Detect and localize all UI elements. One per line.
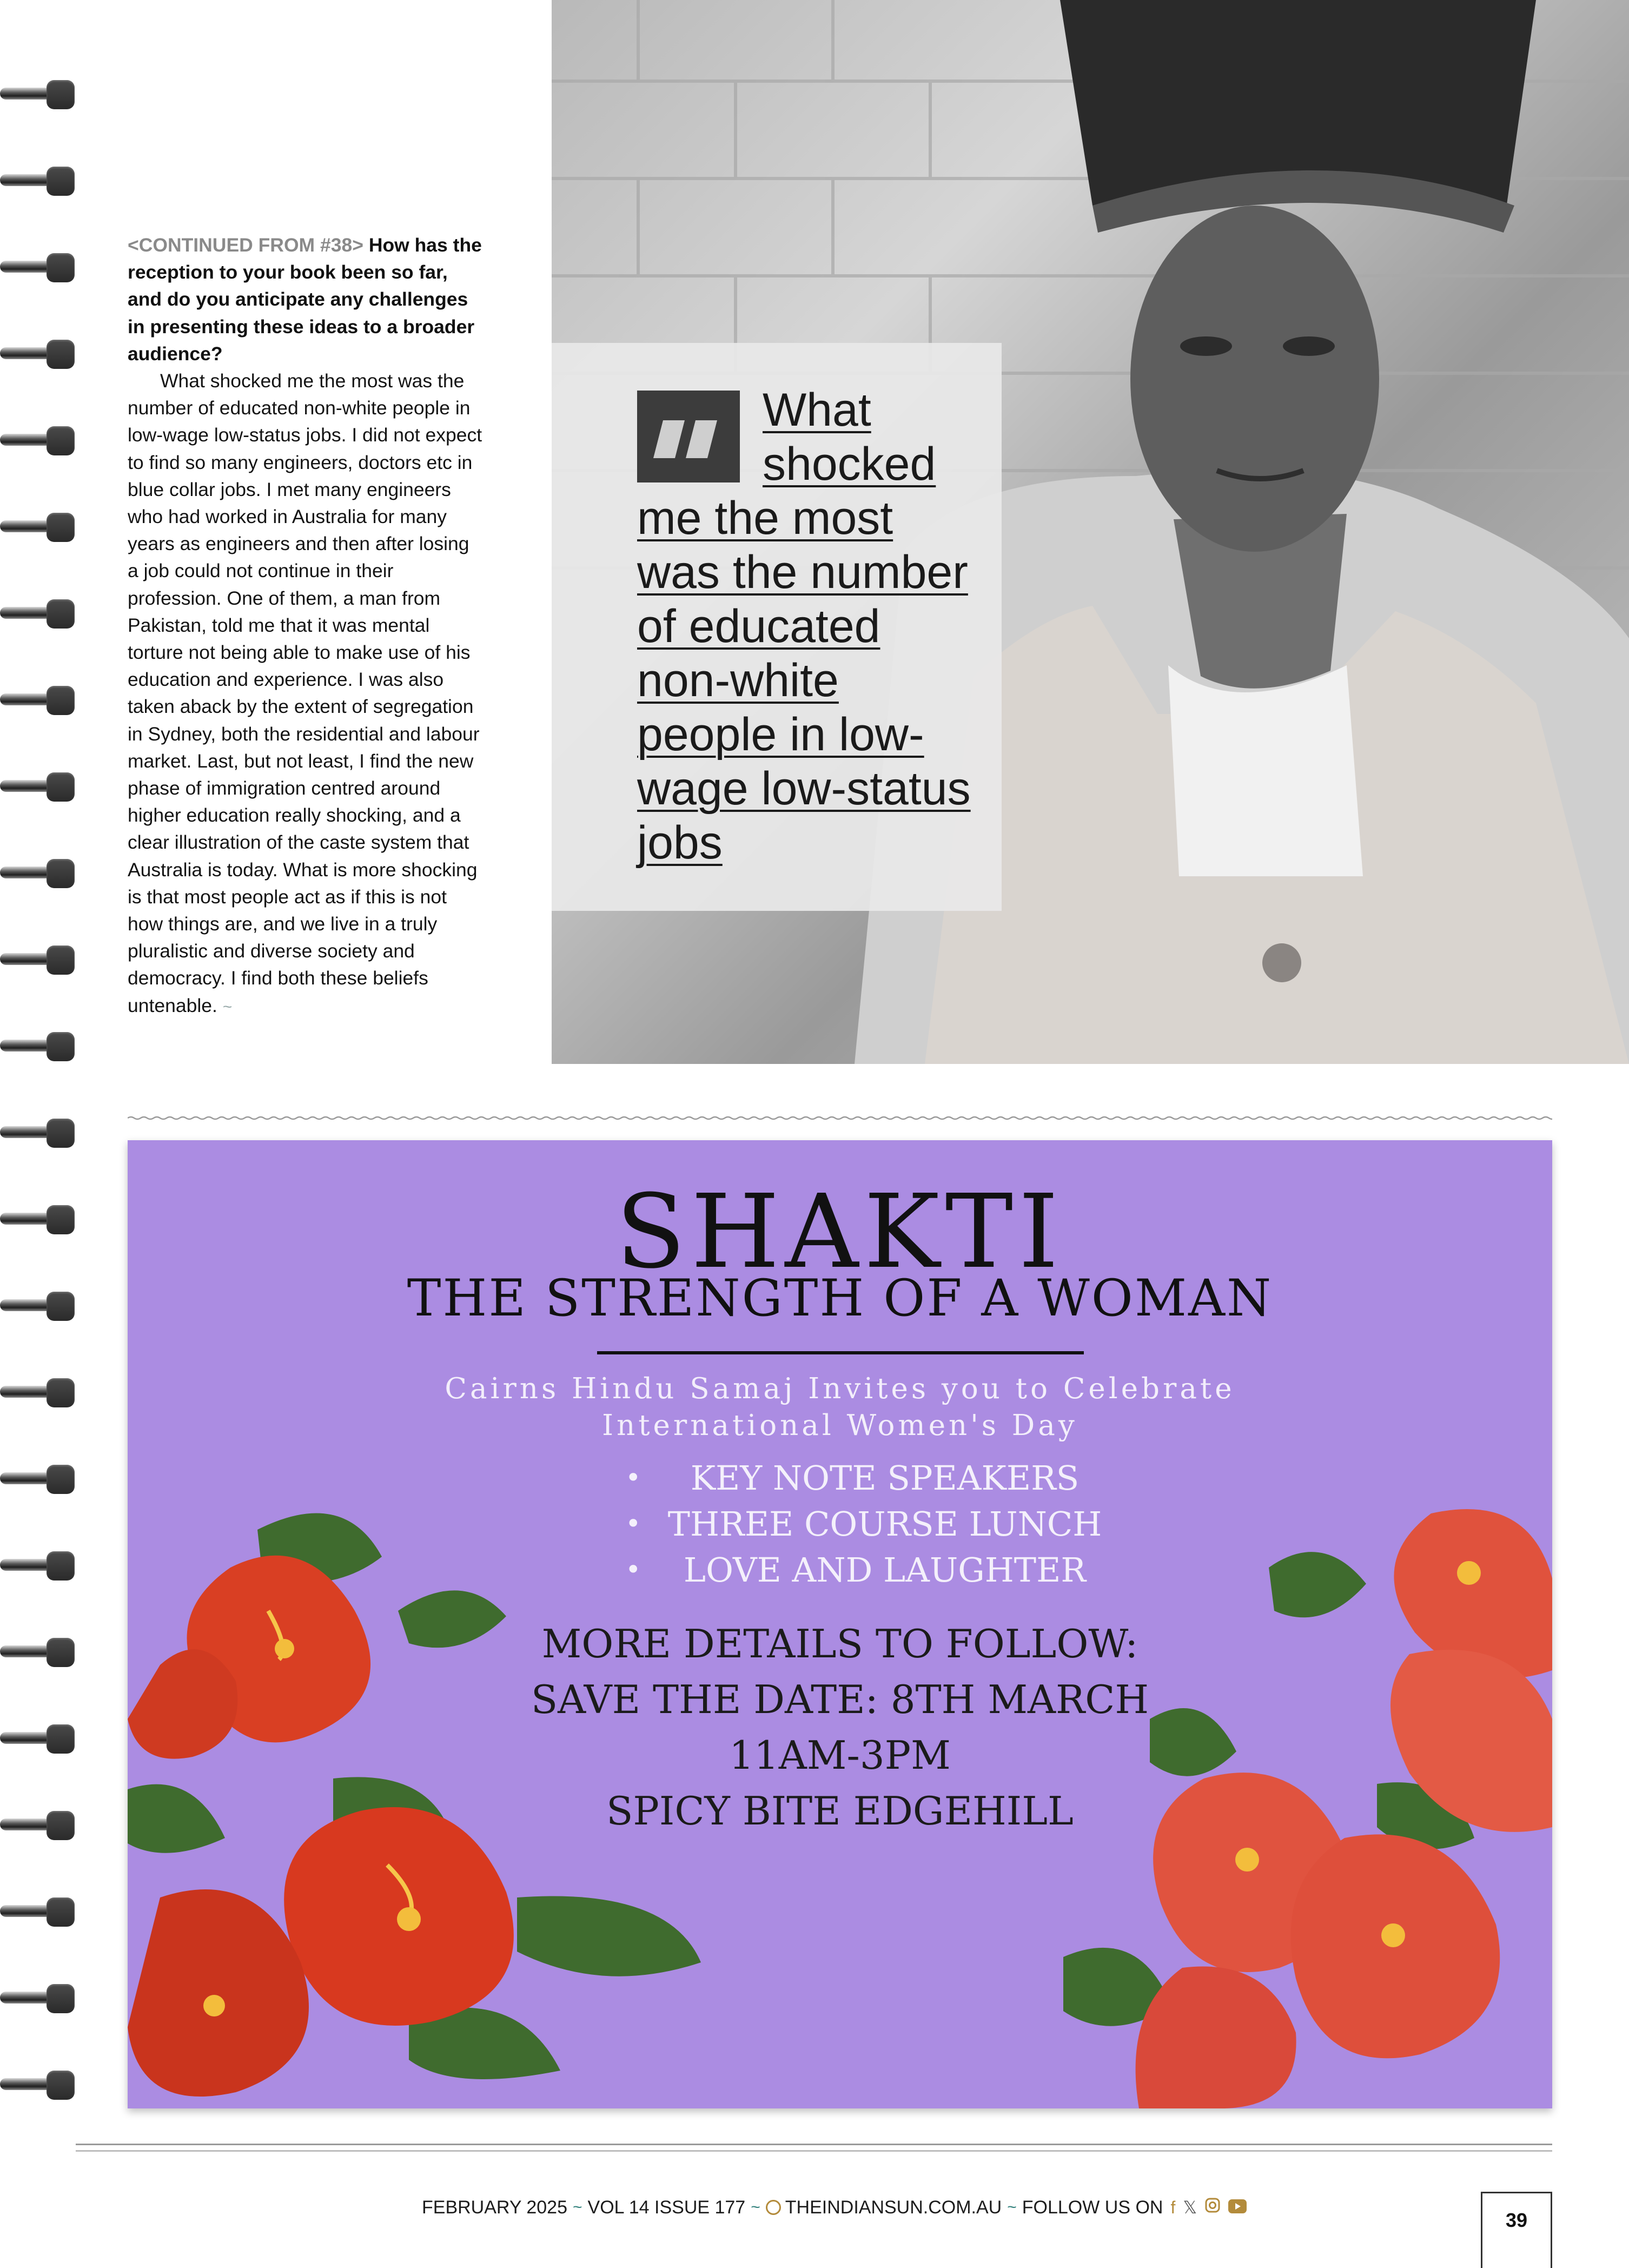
wavy-divider <box>128 1115 1552 1121</box>
binding-ring <box>0 945 76 975</box>
binding-ring <box>0 1032 76 1061</box>
footer-separator: ~ <box>573 2198 582 2216</box>
binding-ring <box>0 772 76 802</box>
x-icon[interactable]: 𝕏 <box>1183 2198 1197 2217</box>
footer-date: FEBRUARY 2025 <box>422 2197 567 2218</box>
bullet-item: • LOVE AND LAUGHTER <box>625 1547 1112 1593</box>
binding-ring <box>0 1465 76 1494</box>
spiral-binding <box>0 0 87 2268</box>
binding-ring <box>0 1292 76 1321</box>
footer-issue: VOL 14 ISSUE 177 <box>587 2197 746 2218</box>
binding-ring <box>0 599 76 629</box>
instagram-icon[interactable] <box>1204 2197 1221 2218</box>
facebook-icon[interactable]: f <box>1170 2197 1176 2217</box>
flyer-divider <box>597 1351 1084 1354</box>
binding-ring <box>0 1638 76 1667</box>
details-line: SPICY BITE EDGEHILL <box>606 1788 1074 1834</box>
event-flyer <box>128 1140 1552 2108</box>
binding-ring <box>0 1811 76 1840</box>
page-number: 39 <box>1481 2192 1552 2268</box>
binding-ring <box>0 1119 76 1148</box>
flyer-subtitle: THE STRENGTH OF A WOMAN <box>407 1269 1273 1328</box>
bullet-item: • THREE COURSE LUNCH <box>625 1501 1112 1547</box>
bullet-item: • KEY NOTE SPEAKERS <box>625 1455 1112 1501</box>
invite-line-2: International Women's Day <box>602 1409 1078 1442</box>
details-line: SAVE THE DATE: 8TH MARCH <box>531 1677 1149 1722</box>
binding-ring <box>0 1551 76 1581</box>
details-line: MORE DETAILS TO FOLLOW: <box>541 1621 1138 1667</box>
binding-ring <box>0 686 76 715</box>
end-mark: ~ <box>222 997 233 1016</box>
flyer-title: SHAKTI <box>615 1173 1064 1291</box>
flyer-invite <box>128 1371 1552 1444</box>
binding-ring <box>0 859 76 888</box>
binding-ring <box>0 80 76 109</box>
binding-ring <box>0 2071 76 2100</box>
footer <box>422 2195 1247 2220</box>
hibiscus-right-icon <box>1042 1492 1552 2108</box>
binding-ring <box>0 340 76 369</box>
pull-quote <box>552 343 1002 911</box>
invite-line-1: Cairns Hindu Samaj Invites you to Celebrate <box>445 1372 1235 1405</box>
binding-ring <box>0 253 76 282</box>
footer-rule <box>76 2144 1552 2145</box>
binding-ring <box>0 1984 76 2013</box>
article-column <box>128 232 485 1021</box>
footer-website[interactable]: THEINDIANSUN.COM.AU <box>785 2197 1002 2218</box>
hibiscus-left-icon <box>128 1486 712 2108</box>
binding-ring <box>0 1378 76 1407</box>
binding-ring <box>0 1724 76 1754</box>
interview-question: How has the reception to your book been so far, and do you anticipate any challenges in presenting these ideas to a broader audience? <box>128 234 482 365</box>
interview-answer: What shocked me the most was the number of educated non-white people in low-wage low-status jobs. I did not expect to find so many engineers, doctors etc in blue collar jobs. I met many engineers who had worked in Australia for many years as engineers and then after losing a job could not continue in their profession. One of them, a man from Pakistan, told me that it was mental torture not being able to make use of his education and experience. I was also taken aback by the extent of segregation in Sydney, both the residential and labour market. Last, but not least, I find the new phase of immigration centred around higher education really shocking, and a clear illustration of the caste system that Australia is today. What is more shocking is that most people act as if this is not how things are, and we live in a truly pluralistic and diverse society and democracy. I find both these beliefs untenable. <box>128 370 482 1016</box>
footer-separator: ~ <box>1007 2198 1017 2216</box>
footer-rule <box>76 2150 1552 2152</box>
binding-ring <box>0 1897 76 1927</box>
binding-ring <box>0 1205 76 1234</box>
footer-follow: FOLLOW US ON <box>1022 2197 1163 2218</box>
binding-ring <box>0 167 76 196</box>
details-line: 11AM-3PM <box>729 1733 951 1778</box>
binding-ring <box>0 513 76 542</box>
globe-icon <box>766 2200 781 2215</box>
binding-ring <box>0 426 76 455</box>
continued-label: <CONTINUED FROM #38> <box>128 234 363 256</box>
youtube-icon[interactable] <box>1228 2198 1247 2218</box>
pull-quote-text: What shocked me the most was the number of educated non-white people in low-wage low-status jobs <box>637 384 971 869</box>
footer-separator: ~ <box>751 2198 760 2216</box>
